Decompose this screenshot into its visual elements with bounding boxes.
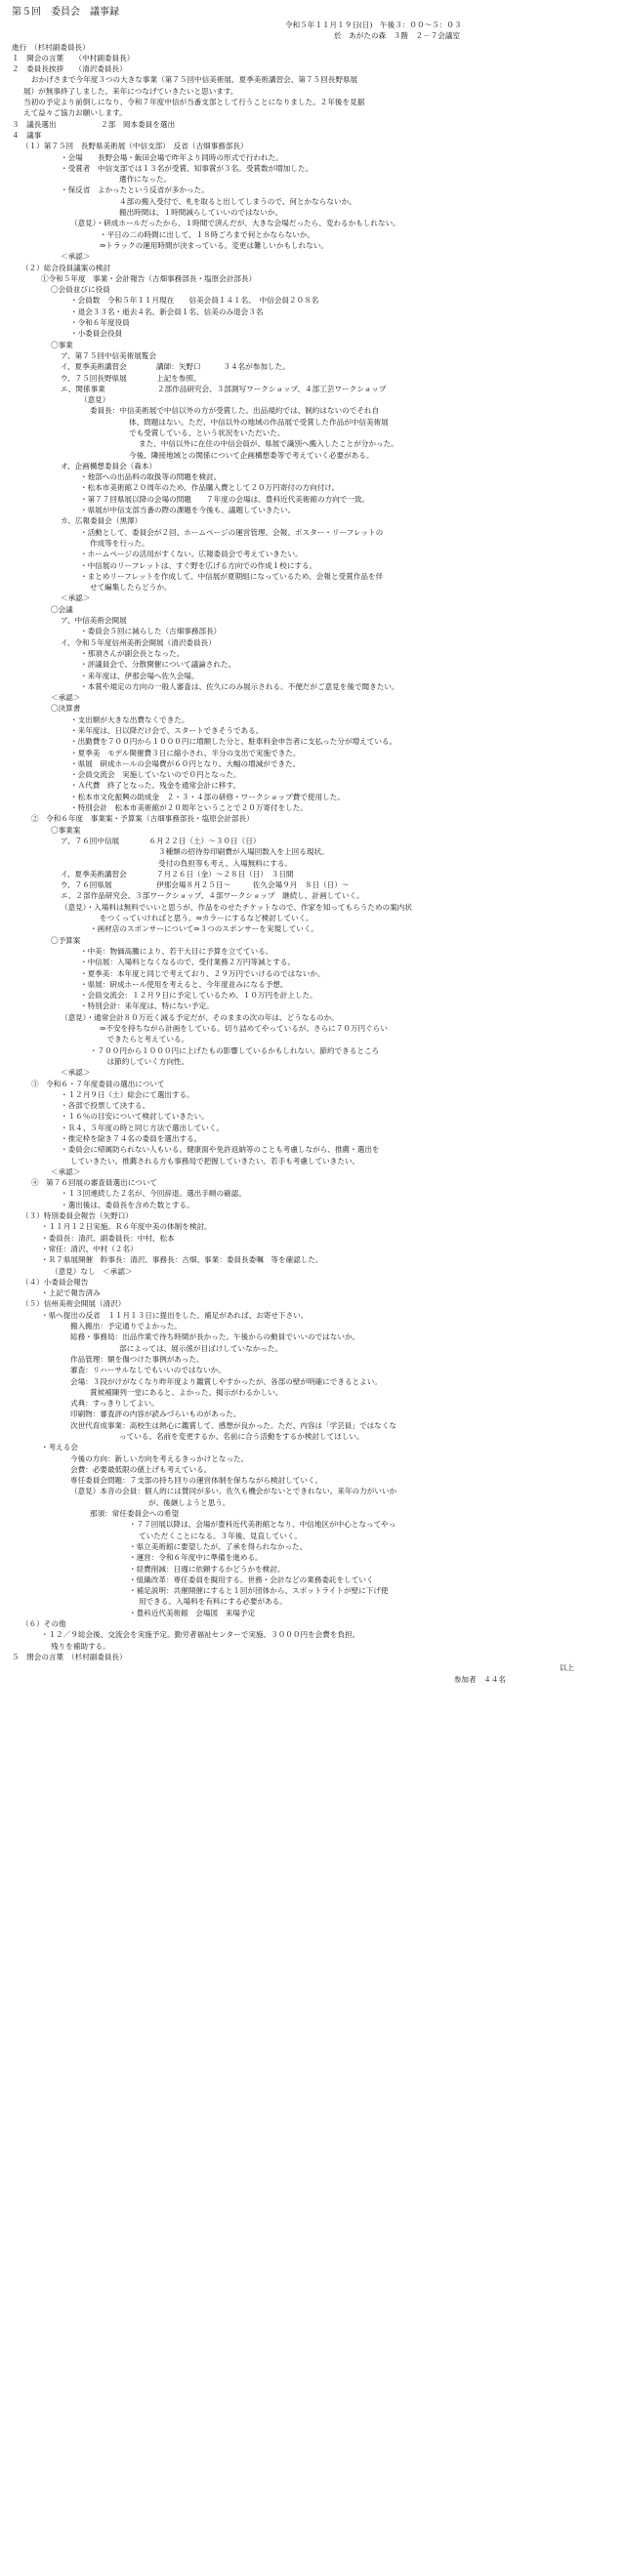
document-line: ・考える会 bbox=[41, 1443, 78, 1452]
document-line: ・第７７回県展以降の会場の問題 ７年度の会場は、豊科近代美術館の方向で一致。 bbox=[80, 494, 370, 504]
document-line: ２ 委員長挨拶 （清沢委員長） bbox=[12, 64, 127, 74]
document-line: ・１２／９総会後、交流会を実施予定。勤労者福祉センターで実施、３０００円を会費を負担。 bbox=[41, 1630, 360, 1640]
document-line: でも受賞している、という状況をいただいた。 bbox=[129, 428, 285, 437]
document-line: ア、第７５回中信美術展覧会 bbox=[61, 350, 157, 360]
document-line: ・松本市美術館２０周年のため、作品購入費として２０万円寄付の方向付け。 bbox=[80, 483, 340, 493]
document-line: 印刷物：審査評の内容が読みづらいものがあった。 bbox=[70, 1410, 241, 1419]
document-line: ・１１月１２日実施。Ｒ６年度中美の体制を検討。 bbox=[41, 1222, 212, 1232]
document-line: 残りを補助する。 bbox=[51, 1641, 110, 1651]
document-line: ・県立美術館に要望したが、了承を得られなかった。 bbox=[129, 1541, 308, 1551]
document-line: ア、７６回中信展 ６月２２日（土）〜３０日（日） bbox=[61, 836, 261, 845]
document-line: ・活動として、委員会が２回、ホームページの運営管理、会報、ポスター・リーフレットの bbox=[80, 527, 384, 537]
document-line: 〇決算書 bbox=[51, 704, 81, 714]
document-line: ・中信展のリーフレットは、すぐ野を広げる方向での作成１校にする。 bbox=[80, 560, 317, 570]
document-line: ⇒不安を持ちながら計画をしている。切り詰めてやっているが、さらに７０万円ぐらい bbox=[100, 1024, 388, 1034]
document-line: ・他部への出品料の取扱等の問題を検討。 bbox=[80, 472, 222, 482]
document-line: ・１２月９日（土）総会にて選出する。 bbox=[61, 1089, 194, 1099]
document-line: ア、中信美術会開展 bbox=[61, 616, 127, 626]
document-line: 第５回 委員会 議事録 bbox=[12, 7, 119, 18]
document-line: ・保反省 よかったという反省が多かった。 bbox=[61, 185, 209, 195]
document-line: ・評議員会で、分散開催について議論された。 bbox=[80, 660, 236, 670]
document-line: ・来年度は、日以降だけ会で、スタートできそうである。 bbox=[70, 726, 264, 735]
document-line: ・上記で報告済み bbox=[41, 1288, 101, 1298]
document-line: ・松本市文化振興の助成金 ２・３・４部の研修・ワークショップ費で使用した。 bbox=[70, 792, 345, 801]
document-line: ていただくことになる。３年後、見直していく。 bbox=[139, 1531, 302, 1540]
document-line: ・経費削減：日週に依頼するかどうかを検討。 bbox=[129, 1564, 285, 1574]
document-line: 今後の方向：新しい方向を考えるきっかけとなった。 bbox=[70, 1453, 249, 1463]
document-line: ５ 閉会の言葉 （杉村副委員長） bbox=[12, 1652, 127, 1661]
document-line: 〇会議 bbox=[51, 604, 73, 614]
document-line: 部によっては、展示係が目ばけしていなかった。 bbox=[119, 1343, 283, 1353]
document-line: ・組織改革：専任委員を擬用する。世務・会計などの業務委託をしていく bbox=[129, 1574, 374, 1584]
document-line: （３）特別委員会報告（矢野口） bbox=[21, 1211, 133, 1221]
document-line: ・来年度は、伊那会場へ佐久会場。 bbox=[80, 671, 199, 680]
document-line: 受付の負担等も考え、入場無料にする。 bbox=[158, 858, 293, 868]
document-line: おかげさまで今年度３つの大きな事業（第７５回中信美術展、夏季美術講習会、第７５回長野県展 bbox=[31, 75, 358, 85]
document-line: っている。名前を変更するか、名前に合う活動をするか検討してほしい。 bbox=[119, 1432, 364, 1441]
document-line: ・県へ提出の反省 １１月１３日に提出をした。補足があれば、お寄せ下さい。 bbox=[41, 1310, 309, 1320]
document-line: 今後、隣接地域との関係について企画構想委等で考えていく必要がある。 bbox=[129, 450, 374, 460]
document-line: ・委員会５回に減らした（古畑事務部長） bbox=[80, 627, 222, 636]
document-line: 那須：常任委員会への希望 bbox=[90, 1509, 180, 1519]
document-line: （意見）・通常会計８０万近く減る予定だが、そのままの次の年は、どうなるのか。 bbox=[61, 1012, 339, 1022]
document-line: ・運営：令和６年度中に準備を進める。 bbox=[129, 1553, 263, 1563]
document-line: 会費：必要最低限の値上げも考えている。 bbox=[70, 1464, 212, 1474]
document-line: ・会員交流会 実施していないので０円となった。 bbox=[70, 770, 241, 780]
document-line: ・小委員会役員 bbox=[70, 329, 123, 339]
document-line: ・会員数 令和５年１１月現在 信美会員１４１名、 中信会員２０８名 bbox=[70, 296, 319, 306]
document-line: ＜承認＞ bbox=[61, 1068, 91, 1078]
document-line: ・画材店のスポンサーについて⇒３つのスポンサーを実現していく。 bbox=[90, 924, 318, 934]
document-line: ３ 議長選出 ２部 岡本委員を選出 bbox=[12, 119, 176, 129]
document-line: えて益々ご協力お願いします。 bbox=[23, 108, 127, 118]
document-line: できたらと考えている。 bbox=[100, 1035, 189, 1044]
document-line: が、後継しようと思う。 bbox=[148, 1497, 230, 1507]
document-line: オ、企画構想委員会（森本） bbox=[61, 461, 157, 470]
document-line: ・補足説明：共催開催にすると１回が団体から、スポットライトが壁に下げ使 bbox=[129, 1586, 389, 1596]
document-line: ・委員長：清沢、副委員長：中村、松本 bbox=[41, 1233, 175, 1243]
document-line: （意見） bbox=[80, 395, 110, 405]
document-line: ・特別会計：来年度は、特にない予定。 bbox=[80, 1002, 214, 1011]
document-line: 〇事業案 bbox=[51, 825, 81, 835]
document-line: 搬入搬出：予定通りでよかった。 bbox=[70, 1322, 182, 1331]
document-line: 賞候補陳列一堂にあると、よかった。掲示がわるかしい。 bbox=[90, 1387, 283, 1397]
document-line: また、中信以外に在住の中信会員が、県展で識別へ搬入したことが分かった。 bbox=[139, 439, 398, 449]
document-line: 〇予算案 bbox=[51, 935, 81, 945]
document-line: ・支出額が大きな出費なくできた。 bbox=[70, 715, 189, 724]
document-line: ①令和５年度 事業・会計報告（古畑事務部長・塩原会計部長） bbox=[41, 273, 257, 283]
document-line: 令和５年１１月１９日(日) 午後３：００〜５：０３ bbox=[285, 20, 462, 29]
document-line: ウ、７５回長野県展 上記を参照。 bbox=[61, 373, 201, 383]
document-line: 委員長：中信美術展で中信以外の方が受賞した。出品規約では、制約はないのでそれ自 bbox=[90, 406, 380, 416]
document-line: ・ホームページの活用がすくない。広報委員会で考えていきたい。 bbox=[80, 550, 303, 559]
document-line: ・常任：清沢、中村（２名） bbox=[41, 1244, 138, 1253]
document-line: ・豊科近代美術館 会場図 来場予定 bbox=[129, 1608, 256, 1617]
document-line: 審査：リハーサルなしでもいいのではないか。 bbox=[70, 1366, 226, 1375]
document-line: ・中信展：入場料となくなるので、受付業務２万円等減とする。 bbox=[80, 958, 296, 967]
document-line: ・会員交流会：１２月９日に予定しているため、１０万円を計上した。 bbox=[80, 991, 317, 1001]
document-line: （６）その他 bbox=[21, 1619, 66, 1629]
document-line: ３種類の招待券印刷費が入場回数入を上回る現状。 bbox=[158, 847, 329, 857]
document-line: １ 開会の言葉 （中村副委員長） bbox=[12, 53, 135, 62]
document-line: ・７７回展以降は、会場が豊科近代美術館となり、中信地区が中心となってやっ bbox=[129, 1520, 396, 1530]
document-line: イ、夏季美術講習会 講師：矢野口 ３４名が参加した。 bbox=[61, 362, 290, 372]
document-line: 総務・事務局：出品作業で待ち時間が長かった。午後からの動員でいいのではないか。 bbox=[70, 1332, 360, 1342]
document-line: エ、関係事業 ２部作品研究会、３部測写ワークショップ、４部工芸ワークショップ bbox=[61, 384, 387, 393]
document-line: ④ 第７６回展の審査員選出について bbox=[31, 1178, 157, 1188]
document-line: （意見）なし ＜承認＞ bbox=[51, 1266, 133, 1276]
document-line: エ、２部作品研究会、３部ワークショップ、４部ワークショップ 継続し、計画していく。 bbox=[61, 891, 364, 901]
document-line: ・本賞や規定の方向の一般人審査は、佐久にのみ展示される。不便だがご意見を後で聞きたい。 bbox=[80, 681, 399, 691]
document-line: ＜承認＞ bbox=[61, 252, 91, 262]
document-line: 於 あがたの森 ３階 ２－７会議室 bbox=[334, 31, 461, 41]
document-line: （４）小委員会報告 bbox=[21, 1277, 89, 1287]
document-line: 作成等を行った。 bbox=[90, 538, 149, 548]
document-line: をつくっていければと思う。⇒カラーにするなど検討していく。 bbox=[100, 914, 313, 923]
document-line: イ、令和５年度信州美術会開展（清沢委員長） bbox=[61, 637, 216, 647]
document-line: ・７００円から１０００円に上げたもの影響しているかもしれない。節約できるところ bbox=[90, 1045, 380, 1055]
document-line: ・出勤費を７００円から１０００円に増額した分と、駐車料金申告者に支払った分が増えている。 bbox=[70, 737, 397, 747]
document-line: ＜承認＞ bbox=[51, 693, 81, 703]
document-line: していきたい。推薦される方も事務局で把握していきたい。若手も考慮していきたい。 bbox=[70, 1156, 360, 1165]
document-line: （意見）本音の会員：個人的には賛同が多い。佐久も機会がないとできれない。来年の力がいいか bbox=[70, 1487, 397, 1496]
document-line: （２）総合役員議案の検討 bbox=[21, 263, 111, 272]
document-line: イ、夏季美術講習会 ７月２６日（金）〜２８日（日） ３日間 bbox=[61, 869, 294, 879]
document-line: 参加者 ４４名 bbox=[453, 1674, 506, 1684]
document-line: ・平日の二の時間に出して、１８時ごろまで何とかならないか。 bbox=[100, 229, 315, 239]
document-line: 以上 bbox=[559, 1663, 574, 1673]
document-line: ・Ａ代費 終了となった。残金を通常会計に移す。 bbox=[70, 781, 241, 791]
document-line: ・選出後は、委員長を含めた数とする。 bbox=[61, 1200, 194, 1209]
document-line: 専任委員会問題：７支部の持ち回りの運営体制を保ちながら検討していく。 bbox=[70, 1476, 323, 1486]
document-line: ⇒トラックの運用時間が決まっている。変更は難しいかもしれない。 bbox=[100, 240, 329, 250]
document-line: 〇事業 bbox=[51, 340, 73, 349]
document-line: せて編集したらどうか。 bbox=[90, 583, 172, 593]
document-line: （１）第７５回 長野県美術展（中信支部） 反省（古畑事務部長） bbox=[21, 142, 248, 151]
document-line: ・受賞者 中信支部では１３名が受賞、知事賞が３名。受賞数が増加した。 bbox=[61, 163, 313, 173]
document-line: ② 令和６年度 事業案・予算案（古畑事務部長・塩原会計部長） bbox=[31, 814, 254, 824]
document-line: ・特別会計 松本市美術館が２０周年ということで２０万寄付をした。 bbox=[70, 803, 308, 813]
document-line: ・令和６年度役員 bbox=[70, 318, 130, 328]
document-line: ４部の搬入受付で、札を取ると出してしまうので、何とかならないか。 bbox=[119, 196, 356, 206]
document-line: 体、問題はない。ただ、中信以外の地域の作品展で受賞した作品が中信美術展 bbox=[129, 417, 389, 427]
document-line: ・県展：研成ホール使用を考えると、今年度並みになる予想。 bbox=[80, 979, 288, 989]
document-line: ・１３回連続した２名が、今回辞退。選出手順の確認。 bbox=[61, 1189, 246, 1199]
document-line: ウ、７６回県展 伊那会場８月２５日〜 佐久会場９月 ８日（日）〜 bbox=[61, 880, 350, 890]
document-line: ・推定枠を除き７４名の委員を選出する。 bbox=[61, 1133, 202, 1143]
document-line: ・中美：物価高騰により、若干大目に予算を立てている。 bbox=[80, 946, 273, 956]
document-line: ③ 令和６・７年度委員の選出について bbox=[31, 1079, 165, 1088]
document-line: ・退会３３名・逝去４名、新会員１名、信美のみ退会３名 bbox=[70, 307, 264, 316]
document-line: ・県展 研成ホールの会場費が６０円となり、大幅の増減ができた。 bbox=[70, 758, 301, 768]
document-line: ・委員会に帰属防られない人もいる。健康面や免許返納等のことも考慮しながら、推薦・選出を bbox=[61, 1145, 380, 1155]
document-line: （意見）・入場料は無料でいいと思うが、作品をのせたチケットなので、作家を知ってもらうための案内状 bbox=[61, 902, 412, 912]
document-line: は節約していく方向性。 bbox=[100, 1056, 189, 1066]
document-line: ・夏季美 モデル開催費３日に縮小され、半分の支出で実施できた。 bbox=[70, 748, 301, 757]
document-line: ・各部で投票して決する。 bbox=[61, 1101, 150, 1111]
document-line: ・Ｒ４、５年度の時と同じ方法で選出していく。 bbox=[61, 1123, 224, 1132]
document-line: 会場：３段がけがなくなり昨年度より鑑賞しやすかったが、各部の壁が明確にできるとよい。 bbox=[70, 1376, 382, 1386]
document-line: （５）信州美術会開展（清沢） bbox=[21, 1299, 126, 1309]
document-line: ＜承認＞ bbox=[51, 1166, 81, 1176]
document-line: ・県展が中信支部当番の際の課題を今後も、議題していきたい。 bbox=[80, 506, 296, 515]
document-line: ４ 議事 bbox=[12, 130, 42, 140]
document-line: 次世代育成事業：高校生は熱心に鑑賞して、感想が良かった。ただ、内容は「学芸員」ではなくな bbox=[70, 1420, 396, 1430]
document-line: 当初の予定より前倒しになり、令和７年度中信が当番支部として行うことになりました。２年後を見据 bbox=[23, 98, 365, 107]
document-line: ・まとめリーフレットを作成して、中信展が夏期組になっているため、会報と受賞作品を伴 bbox=[80, 571, 384, 581]
document-line: ・那須さんが副会長となった。 bbox=[80, 648, 185, 658]
document-line: 式典：すっきりしてよい。 bbox=[70, 1399, 159, 1409]
document-line: 作品管理：額を傷つけた事例があった。 bbox=[70, 1354, 204, 1364]
document-line: 遺作になった。 bbox=[119, 175, 172, 184]
document-line: ・１６％の目安について検討していきたい。 bbox=[61, 1112, 209, 1122]
document-line: ＜承認＞ bbox=[61, 593, 91, 603]
document-line: ・夏季美：本年度と同じで考えており、２９万円でいけるのではないか。 bbox=[80, 968, 325, 978]
document-line: 進行 （杉村副委員長） bbox=[12, 42, 90, 52]
document-line: （意見）・研成ホールだったから、１時間で済んだが、大きな会場だったら、変わるかもしれない。 bbox=[70, 219, 400, 228]
document-line: 搬出時間は、１時間減らしていいのではないか。 bbox=[119, 208, 283, 218]
document-line: ・Ｒ７県展開催 幹事長：清沢、事務長：古畑、事業：委員長委嘱 等を確認した。 bbox=[41, 1255, 323, 1265]
document-line: ・会場 長野会場・飯田会場で昨年より同時の形式で行われた。 bbox=[61, 152, 283, 162]
document-line: カ、広報委員会（黒澤） bbox=[61, 516, 143, 526]
minutes-document bbox=[12, 6, 613, 1685]
document-line: 〇会員並びに役員 bbox=[51, 285, 110, 295]
document-line: 展）が無事終了しました。来年につなげていきたいと思います。 bbox=[23, 86, 238, 96]
document-line: 用できる。入場料を有料にする必要がある。 bbox=[139, 1597, 287, 1607]
